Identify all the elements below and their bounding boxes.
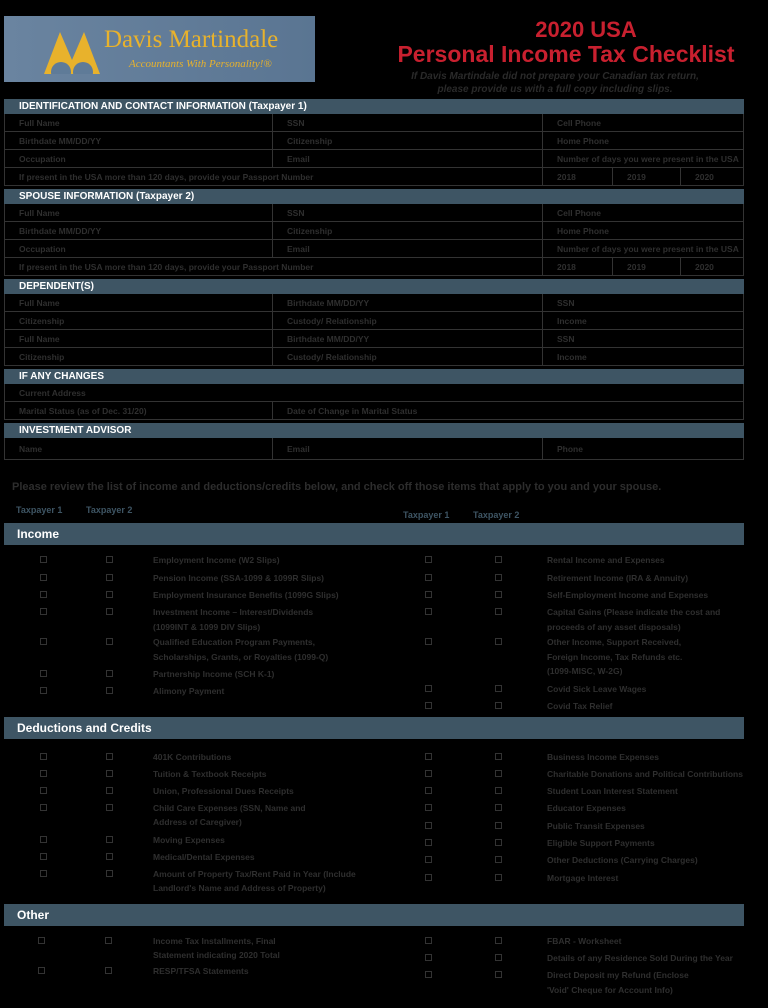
other-item-cont: 'Void' Cheque for Account Info) [547, 985, 673, 995]
checkbox-tp2[interactable] [106, 670, 113, 677]
email-field[interactable]: Email [273, 150, 543, 167]
deduction-item: Business Income Expenses [547, 752, 659, 762]
home-phone-field[interactable]: Home Phone [557, 136, 609, 146]
home-phone-field[interactable]: Home Phone [557, 226, 609, 236]
checkbox-tp2[interactable] [495, 753, 502, 760]
checkbox-tp2[interactable] [106, 770, 113, 777]
deduction-item-cont: Landlord's Name and Address of Property) [153, 883, 326, 893]
deduction-item: Charitable Donations and Political Contributions [547, 769, 743, 779]
checkbox-tp1[interactable] [38, 967, 45, 974]
other-item: Income Tax Installments, Final [153, 936, 276, 946]
days-2020-field[interactable]: 2020 [695, 262, 714, 272]
dependent-birthdate-field[interactable]: Birthdate MM/DD/YY [273, 330, 543, 347]
cell-phone-field[interactable]: Cell Phone [557, 208, 601, 218]
passport-field[interactable]: If present in the USA more than 120 days, provide your Passport Number [5, 168, 543, 185]
checkbox-tp2[interactable] [106, 591, 113, 598]
days-2018-field[interactable]: 2018 [543, 168, 613, 185]
birthdate-field[interactable]: Birthdate MM/DD/YY [5, 132, 273, 149]
checkbox-tp1[interactable] [40, 870, 47, 877]
checkbox-tp1[interactable] [425, 753, 432, 760]
income-item: Alimony Payment [153, 686, 225, 696]
checkbox-tp2[interactable] [106, 870, 113, 877]
checkbox-tp1[interactable] [425, 874, 432, 881]
checkbox-tp2[interactable] [495, 954, 502, 961]
income-item: Capital Gains (Please indicate the cost and [547, 607, 721, 617]
advisor-name-field[interactable]: Name [5, 438, 273, 459]
dependent-custody-field[interactable]: Custody/ Relationship [273, 312, 543, 329]
checkbox-tp1[interactable] [40, 753, 47, 760]
checkbox-tp2[interactable] [495, 685, 502, 692]
checkbox-tp2[interactable] [106, 804, 113, 811]
checkbox-tp2[interactable] [495, 822, 502, 829]
checkbox-tp2[interactable] [106, 687, 113, 694]
income-item: Self-Employment Income and Expenses [547, 590, 709, 600]
checkbox-tp1[interactable] [425, 822, 432, 829]
checkbox-tp1[interactable] [425, 638, 432, 645]
checkbox-tp2[interactable] [106, 574, 113, 581]
page-subtitle: If Davis Martindale did not prepare your Canadian tax return, please provide us with a full copy including slips. [411, 71, 699, 95]
checkbox-tp2[interactable] [106, 556, 113, 563]
changes-section [4, 369, 744, 420]
dependent-birthdate-field[interactable]: Birthdate MM/DD/YY [273, 294, 543, 311]
dependent-citizenship-field[interactable]: Citizenship [5, 312, 273, 329]
section-heading: DEPENDENT(S) [4, 279, 744, 294]
deduction-item: Tuition & Textbook Receipts [153, 769, 267, 779]
other-item: RESP/TFSA Statements [153, 966, 249, 976]
checkbox-tp2[interactable] [495, 856, 502, 863]
other-section-header: Other [4, 904, 744, 926]
other-item: FBAR - Worksheet [547, 936, 622, 946]
checkbox-tp1[interactable] [40, 853, 47, 860]
income-item-cont: proceeds of any asset disposals) [547, 622, 681, 632]
section-heading: INVESTMENT ADVISOR [4, 423, 744, 438]
dependent-name-field[interactable]: Full Name [5, 294, 273, 311]
dependent-ssn-field[interactable]: SSN [557, 334, 575, 344]
checkbox-tp2[interactable] [495, 937, 502, 944]
checkbox-tp1[interactable] [425, 591, 432, 598]
checkbox-tp1[interactable] [38, 937, 45, 944]
checkbox-tp2[interactable] [495, 574, 502, 581]
checkbox-tp2[interactable] [495, 770, 502, 777]
deduction-item: Public Transit Expenses [547, 821, 645, 831]
advisor-phone-field[interactable]: Phone [557, 444, 583, 454]
checkbox-tp2[interactable] [495, 804, 502, 811]
days-label: Number of days you were present in the USA [557, 154, 739, 164]
advisor-email-field[interactable]: Email [273, 438, 543, 459]
checkbox-tp1[interactable] [40, 787, 47, 794]
checkbox-tp2[interactable] [495, 638, 502, 645]
deduction-item: Student Loan Interest Statement [547, 786, 678, 796]
advisor-section [4, 423, 744, 460]
other-item-cont: Statement indicating 2020 Total [153, 950, 280, 960]
deduction-item: Amount of Property Tax/Rent Paid in Year (Include [153, 869, 356, 879]
checkbox-tp2[interactable] [495, 787, 502, 794]
checkbox-tp1[interactable] [425, 971, 432, 978]
income-item-cont: Foreign Income, Tax Refunds etc. [547, 652, 683, 662]
income-item: Pension Income (SSA-1099 & 1099R Slips) [153, 573, 325, 583]
checkbox-tp1[interactable] [40, 804, 47, 811]
checkbox-tp1[interactable] [425, 937, 432, 944]
citizenship-field[interactable]: Citizenship [273, 132, 543, 149]
income-section-header: Income [4, 523, 744, 545]
email-field[interactable]: Email [273, 240, 543, 257]
income-item: Employment Insurance Benefits (1099G Slips) [153, 590, 339, 600]
section-heading: IDENTIFICATION AND CONTACT INFORMATION (Taxpayer 1) [4, 99, 744, 114]
section-heading: IF ANY CHANGES [4, 369, 744, 384]
checkbox-tp1[interactable] [40, 638, 47, 645]
passport-field[interactable]: If present in the USA more than 120 days, provide your Passport Number [5, 258, 543, 275]
checkbox-tp1[interactable] [425, 556, 432, 563]
checkbox-tp1[interactable] [425, 787, 432, 794]
citizenship-field[interactable]: Citizenship [273, 222, 543, 239]
other-item: Direct Deposit my Refund (Enclose [547, 970, 689, 980]
deduction-item: Other Deductions (Carrying Charges) [547, 855, 698, 865]
full-name-field[interactable]: Full Name [5, 204, 273, 221]
income-item: Covid Tax Relief [547, 701, 613, 711]
income-item: Rental Income and Expenses [547, 555, 665, 565]
deduction-item: 401K Contributions [153, 752, 232, 762]
checkbox-tp1[interactable] [425, 608, 432, 615]
checkbox-tp2[interactable] [105, 937, 112, 944]
dependent-custody-field[interactable]: Custody/ Relationship [273, 348, 543, 365]
checkbox-tp2[interactable] [495, 874, 502, 881]
dependent-name-field[interactable]: Full Name [5, 330, 273, 347]
days-2018-field[interactable]: 2018 [543, 258, 613, 275]
checkbox-tp1[interactable] [425, 574, 432, 581]
birthdate-field[interactable]: Birthdate MM/DD/YY [5, 222, 273, 239]
checkbox-tp1[interactable] [40, 836, 47, 843]
tp2-column-label: Taxpayer 2 [473, 510, 520, 520]
tp1-column-label: Taxpayer 1 [16, 505, 63, 515]
deduction-item: Moving Expenses [153, 835, 225, 845]
checkbox-tp2[interactable] [495, 702, 502, 709]
occupation-field[interactable]: Occupation [5, 150, 273, 167]
deduction-item: Educator Expenses [547, 803, 626, 813]
checkbox-tp1[interactable] [425, 685, 432, 692]
ssn-field[interactable]: SSN [273, 114, 543, 131]
marital-status-field[interactable]: Marital Status (as of Dec. 31/20) [5, 402, 273, 419]
other-item: Details of any Residence Sold During the Year [547, 953, 733, 963]
checkbox-tp1[interactable] [40, 608, 47, 615]
days-2019-field[interactable]: 2019 [613, 168, 681, 185]
mountain-logo-icon [44, 28, 100, 74]
tp1-column-label: Taxpayer 1 [403, 510, 450, 520]
brand-tagline: Accountants With Personality!® [129, 58, 272, 70]
income-item-cont: Scholarships, Grants, or Royalties (1099-Q) [153, 652, 329, 662]
income-item-cont: (1099INT & 1099 DIV Slips) [153, 622, 261, 632]
checkbox-tp2[interactable] [495, 608, 502, 615]
checkbox-tp1[interactable] [425, 839, 432, 846]
checkbox-tp1[interactable] [40, 556, 47, 563]
deduction-item: Mortgage Interest [547, 873, 619, 883]
dependent-citizenship-field[interactable]: Citizenship [5, 348, 273, 365]
cell-phone-field[interactable]: Cell Phone [557, 118, 601, 128]
income-item-cont: (1099-MISC, W-2G) [547, 666, 623, 676]
tp2-column-label: Taxpayer 2 [86, 505, 133, 515]
days-label: Number of days you were present in the USA [557, 244, 739, 254]
checkbox-tp2[interactable] [495, 556, 502, 563]
checkbox-tp1[interactable] [425, 804, 432, 811]
dependents-section [4, 279, 744, 366]
taxpayer2-section [4, 189, 744, 276]
checkbox-tp1[interactable] [425, 856, 432, 863]
dependent-income-field[interactable]: Income [557, 316, 587, 326]
income-item: Qualified Education Program Payments, [153, 637, 316, 647]
checkbox-tp2[interactable] [106, 608, 113, 615]
checkbox-tp2[interactable] [106, 787, 113, 794]
income-item: Investment Income – Interest/Dividends [153, 607, 314, 617]
deduction-item: Eligible Support Payments [547, 838, 655, 848]
income-item: Partnership Income (SCH K-1) [153, 669, 275, 679]
company-logo [4, 16, 315, 82]
checkbox-tp2[interactable] [106, 638, 113, 645]
income-item: Retirement Income (IRA & Annuity) [547, 573, 689, 583]
checkbox-tp1[interactable] [40, 670, 47, 677]
days-2019-field[interactable]: 2019 [613, 258, 681, 275]
deductions-section-header: Deductions and Credits [4, 717, 744, 739]
income-item: Covid Sick Leave Wages [547, 684, 647, 694]
checkbox-tp1[interactable] [425, 702, 432, 709]
current-address-field[interactable]: Current Address [19, 388, 86, 398]
dependent-income-field[interactable]: Income [557, 352, 587, 362]
ssn-field[interactable]: SSN [273, 204, 543, 221]
brand-name: Davis Martindale [104, 26, 279, 53]
checkbox-tp2[interactable] [106, 836, 113, 843]
checkbox-tp2[interactable] [495, 839, 502, 846]
page-title: 2020 USA Personal Income Tax Checklist [397, 17, 735, 67]
checkbox-tp2[interactable] [105, 967, 112, 974]
taxpayer1-section [4, 99, 744, 186]
deduction-item: Medical/Dental Expenses [153, 852, 255, 862]
checkbox-tp1[interactable] [425, 954, 432, 961]
checkbox-tp2[interactable] [106, 853, 113, 860]
section-heading: SPOUSE INFORMATION (Taxpayer 2) [4, 189, 744, 204]
days-2020-field[interactable]: 2020 [695, 172, 714, 182]
income-item: Employment Income (W2 Slips) [153, 555, 280, 565]
dependent-ssn-field[interactable]: SSN [557, 298, 575, 308]
checkbox-tp1[interactable] [425, 770, 432, 777]
checkbox-tp2[interactable] [106, 753, 113, 760]
checkbox-tp1[interactable] [40, 591, 47, 598]
full-name-field[interactable]: Full Name [5, 114, 273, 131]
checkbox-tp1[interactable] [40, 574, 47, 581]
checkbox-tp1[interactable] [40, 770, 47, 777]
income-item: Other Income, Support Received, [547, 637, 682, 647]
checkbox-tp2[interactable] [495, 591, 502, 598]
checkbox-tp1[interactable] [40, 687, 47, 694]
checkbox-tp2[interactable] [495, 971, 502, 978]
deduction-item-cont: Address of Caregiver) [153, 817, 242, 827]
marital-change-date-field[interactable]: Date of Change in Marital Status [287, 406, 418, 416]
occupation-field[interactable]: Occupation [5, 240, 273, 257]
review-instructions: Please review the list of income and deductions/credits below, and check off those items that apply to you and your spouse. [12, 481, 662, 493]
deduction-item: Union, Professional Dues Receipts [153, 786, 294, 796]
deduction-item: Child Care Expenses (SSN, Name and [153, 803, 306, 813]
